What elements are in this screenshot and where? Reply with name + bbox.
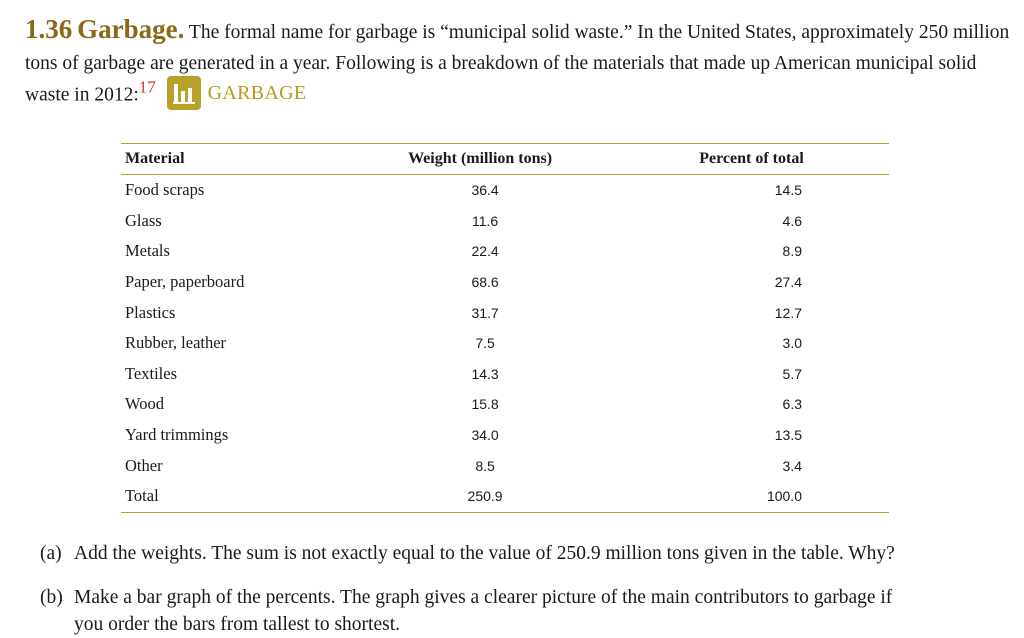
cell-weight: 8.5 <box>475 457 495 474</box>
question-a-label: (a) <box>40 543 62 564</box>
cell-weight: 36.4 <box>471 182 499 199</box>
cell-weight: 22.4 <box>471 243 499 260</box>
cell-material: Paper, paperboard <box>125 272 245 292</box>
waste-table <box>121 143 889 513</box>
cell-material: Wood <box>125 394 165 414</box>
cell-material: Rubber, leather <box>125 333 227 353</box>
exercise-intro <box>25 14 1010 113</box>
bar-chart-icon <box>167 76 201 110</box>
table-row <box>121 297 889 328</box>
cell-material: Total <box>121 481 346 512</box>
cell-weight: 7.5 <box>475 335 495 352</box>
cell-percent: 8.9 <box>782 243 802 260</box>
question-b-text-line2: you order the bars from tallest to shortest. <box>74 614 401 635</box>
question-b-label: (b) <box>40 587 63 608</box>
cell-percent: 100.0 <box>614 481 889 512</box>
cell-weight: 31.7 <box>471 304 499 321</box>
cell-percent: 5.7 <box>782 365 802 382</box>
exercise-text: The formal name for garbage is “municipal solid waste.” In the United States, approximately 250 million tons of garbage are generated in a year. Following is a breakdown of the materials that made up American municipal solid waste in 2012: <box>25 22 1010 106</box>
cell-weight: 34.0 <box>471 427 499 444</box>
table-row <box>121 267 889 298</box>
cell-percent: 13.5 <box>774 427 802 444</box>
header-weight: Weight (million tons) <box>346 144 614 175</box>
question-a <box>40 540 990 567</box>
reference-number[interactable]: 17 <box>138 77 156 97</box>
cell-material: Textiles <box>125 363 177 383</box>
header-percent: Percent of total <box>614 144 889 175</box>
cell-material: Plastics <box>125 302 176 322</box>
cell-percent: 3.4 <box>782 457 802 474</box>
table-row <box>121 206 889 237</box>
cell-percent: 3.0 <box>782 335 802 352</box>
question-b <box>40 584 990 638</box>
table-row <box>121 359 889 390</box>
cell-percent: 6.3 <box>782 396 802 413</box>
question-b-text-line1: Make a bar graph of the percents. The graph gives a clearer picture of the main contributors to garbage if <box>74 587 893 608</box>
dataset-tag[interactable] <box>167 76 307 110</box>
table-row <box>121 420 889 451</box>
cell-weight: 11.6 <box>471 212 499 229</box>
cell-weight: 15.8 <box>471 396 499 413</box>
dataset-label: GARBAGE <box>207 81 307 104</box>
table-header-row <box>121 144 889 175</box>
exercise-title: Garbage. <box>77 14 185 44</box>
cell-weight: 250.9 <box>346 481 614 512</box>
cell-material: Other <box>125 455 163 475</box>
exercise-number: 1.36 <box>25 14 73 44</box>
table-row <box>121 389 889 420</box>
table-row <box>121 450 889 481</box>
cell-weight: 14.3 <box>471 365 499 382</box>
cell-weight: 68.6 <box>471 274 499 291</box>
cell-percent: 14.5 <box>774 182 802 199</box>
table-row <box>121 328 889 359</box>
cell-percent: 27.4 <box>774 274 802 291</box>
cell-percent: 4.6 <box>782 212 802 229</box>
table-row <box>121 481 889 512</box>
cell-material: Yard trimmings <box>125 425 229 445</box>
question-a-text: Add the weights. The sum is not exactly equal to the value of 250.9 million tons given in the table. Why? <box>74 543 895 564</box>
table-row <box>121 236 889 267</box>
table-row <box>121 175 889 206</box>
cell-percent: 12.7 <box>774 304 802 321</box>
cell-material: Food scraps <box>125 180 205 200</box>
cell-material: Metals <box>125 241 170 261</box>
cell-material: Glass <box>125 210 162 230</box>
header-material: Material <box>121 144 346 175</box>
